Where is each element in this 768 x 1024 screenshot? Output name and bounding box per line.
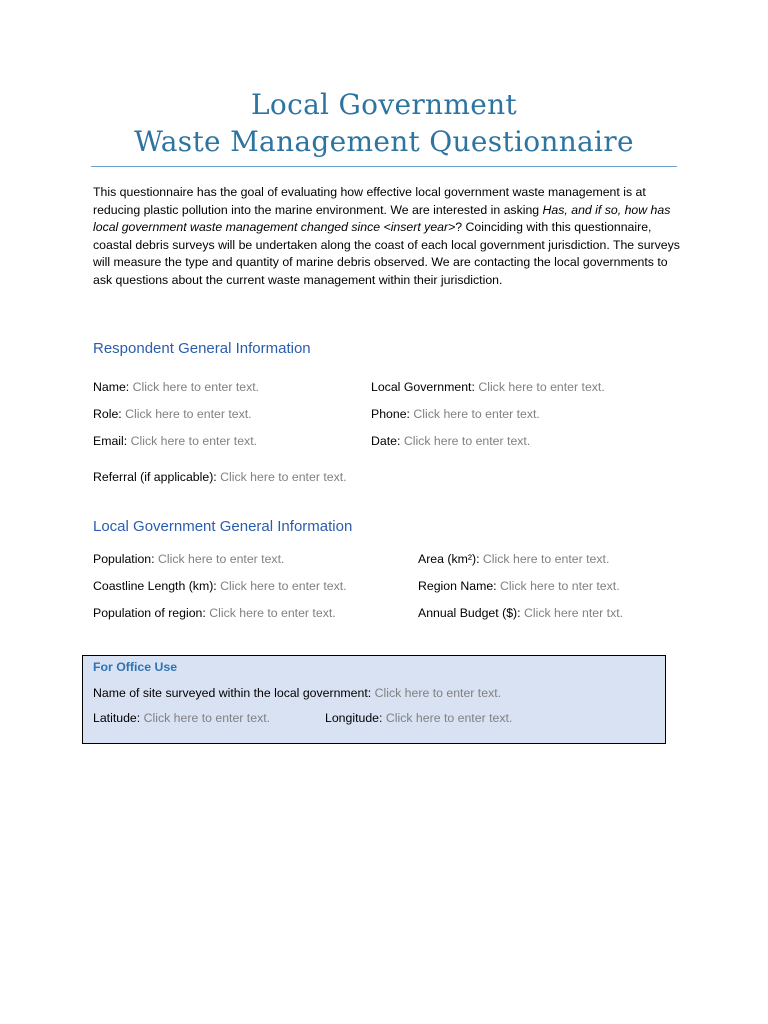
- area-input[interactable]: Click here to enter text.: [482, 552, 610, 566]
- site-name-field[interactable]: [93, 685, 501, 701]
- region-name-field[interactable]: [418, 578, 620, 594]
- phone-field[interactable]: [371, 406, 540, 422]
- area-field[interactable]: [418, 551, 609, 567]
- population-input[interactable]: Click here to enter text.: [157, 552, 285, 566]
- role-label: Role:: [93, 407, 122, 421]
- region-name-label: Region Name:: [418, 579, 497, 593]
- date-label: Date:: [371, 434, 401, 448]
- annual-budget-input[interactable]: Click here nter txt.: [523, 606, 624, 620]
- latitude-label: Latitude:: [93, 711, 141, 725]
- intro-question: Has, and if so, how has local government waste management changed since <insert year>: [93, 202, 671, 235]
- local-government-field[interactable]: [371, 379, 605, 395]
- annual-budget-label: Annual Budget ($):: [418, 606, 521, 620]
- title-line-2: Waste Management Questionnaire: [134, 125, 634, 158]
- name-field[interactable]: [93, 379, 259, 395]
- respondent-heading: Respondent General Information: [93, 340, 311, 357]
- intro-text-start: This questionnaire has the goal of evaluating how effective local government waste management is at reducing plastic pollution into the marine environment. We are interested in asking: [93, 185, 646, 217]
- name-input[interactable]: Click here to enter text.: [132, 380, 260, 394]
- date-field[interactable]: [371, 433, 530, 449]
- phone-label: Phone:: [371, 407, 410, 421]
- title-underline: [91, 166, 677, 167]
- email-label: Email:: [93, 434, 128, 448]
- role-input[interactable]: Click here to enter text.: [125, 407, 252, 421]
- referral-field[interactable]: [93, 469, 347, 485]
- coastline-length-field[interactable]: [93, 578, 347, 594]
- site-name-input[interactable]: Click here to enter text.: [374, 686, 502, 700]
- name-label: Name:: [93, 380, 130, 394]
- email-input[interactable]: Click here to enter text.: [130, 434, 258, 448]
- population-label: Population:: [93, 552, 155, 566]
- coastline-length-input[interactable]: Click here to enter text.: [220, 579, 347, 593]
- latitude-field[interactable]: [93, 710, 270, 726]
- population-field[interactable]: [93, 551, 284, 567]
- longitude-field[interactable]: [325, 710, 512, 726]
- population-region-field[interactable]: [93, 605, 336, 621]
- local-government-heading: Local Government General Information: [93, 518, 353, 535]
- area-label: Area (km²):: [418, 552, 480, 566]
- referral-label: Referral (if applicable):: [93, 470, 217, 484]
- intro-text-end: ? Coinciding with this questionnaire, coastal debris surveys will be undertaken along the coast of each local government jurisdiction. The surveys will measure the type and quantity of marine debris observed. We are contacting the local governments to ask questions about the current waste management within their jurisdiction.: [93, 220, 680, 287]
- population-region-input[interactable]: Click here to enter text.: [209, 606, 336, 620]
- longitude-label: Longitude:: [325, 711, 383, 725]
- local-government-label: Local Government:: [371, 380, 475, 394]
- longitude-input[interactable]: Click here to enter text.: [385, 711, 513, 725]
- phone-input[interactable]: Click here to enter text.: [413, 407, 540, 421]
- email-field[interactable]: [93, 433, 257, 449]
- coastline-length-label: Coastline Length (km):: [93, 579, 217, 593]
- title-line-1: Local Government: [251, 88, 517, 121]
- date-input[interactable]: Click here to enter text.: [403, 434, 531, 448]
- annual-budget-field[interactable]: [418, 605, 623, 621]
- local-government-input[interactable]: Click here to enter text.: [478, 380, 605, 394]
- intro-paragraph: [93, 184, 683, 290]
- site-name-label: Name of site surveyed within the local government:: [93, 686, 372, 700]
- region-name-input[interactable]: Click here to nter text.: [500, 579, 620, 593]
- referral-input[interactable]: Click here to enter text.: [220, 470, 347, 484]
- population-region-label: Population of region:: [93, 606, 206, 620]
- document-title: [92, 86, 676, 160]
- latitude-input[interactable]: Click here to enter text.: [143, 711, 271, 725]
- office-use-title: For Office Use: [93, 660, 178, 674]
- role-field[interactable]: [93, 406, 252, 422]
